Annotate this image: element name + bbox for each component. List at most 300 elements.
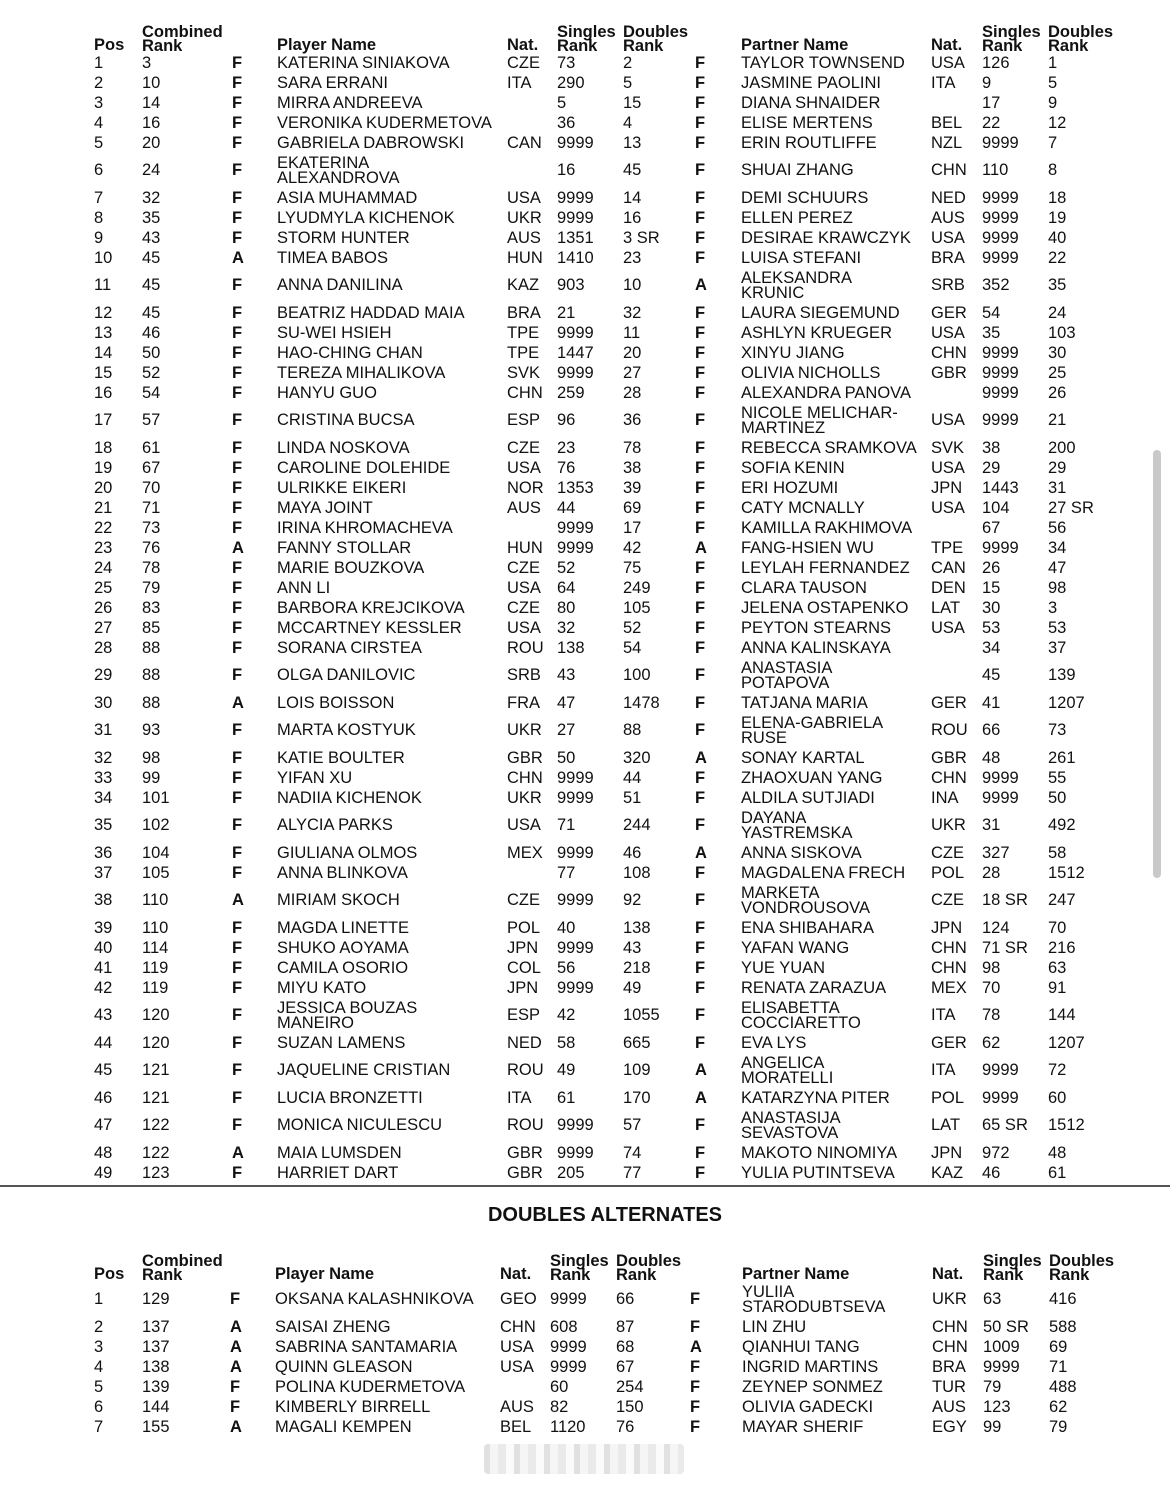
player-nat-cell: USA <box>507 458 541 477</box>
combined-rank-cell: 98 <box>142 748 161 767</box>
player-name-cell <box>277 1143 507 1163</box>
partner-nat-cell: CHN <box>931 161 967 180</box>
header-player-name: Player Name <box>275 1264 375 1283</box>
table-row <box>94 1033 1113 1053</box>
player-nat-cell: AUS <box>507 498 541 517</box>
player-status-cell: A <box>230 1417 242 1436</box>
doubles-rank-cell: 76 <box>616 1417 635 1436</box>
player-nat-cell: JPN <box>507 978 539 997</box>
singles-rank-cell: 44 <box>557 498 576 517</box>
combined-rank-cell: 138 <box>142 1357 170 1376</box>
player-status-cell: F <box>232 228 243 247</box>
player-status-cell: F <box>232 788 243 807</box>
name-line: YULIIA <box>742 1283 795 1302</box>
table-row <box>94 113 1113 133</box>
player-nat-cell: SRB <box>507 666 541 685</box>
header-singles-rank: Singles Rank <box>557 22 616 55</box>
doubles-rank-cell: 244 <box>623 816 651 835</box>
name-line: LAURA SIEGEMUND <box>741 303 900 322</box>
partner-name-cell <box>741 713 931 748</box>
player-name-cell <box>277 403 507 438</box>
partner-doubles-rank-cell: 55 <box>1048 768 1067 787</box>
player-status-cell: F <box>230 1290 241 1309</box>
header-partner-nat: Nat. <box>931 35 963 54</box>
name-line: SU-WEI HSIEH <box>277 323 392 342</box>
singles-rank-cell: 259 <box>557 383 585 402</box>
partner-singles-rank-cell: 46 <box>982 1163 1001 1182</box>
name-line: ANASTASIA <box>741 659 833 678</box>
player-nat-cell: AUS <box>500 1397 534 1416</box>
player-nat-cell <box>507 93 557 113</box>
player-name-cell <box>275 1377 500 1397</box>
partner-doubles-rank-cell: 58 <box>1048 843 1067 862</box>
player-nat-cell: USA <box>507 816 541 835</box>
combined-rank-cell: 101 <box>142 788 170 807</box>
player-status-cell: A <box>232 1143 244 1162</box>
partner-doubles-rank-cell: 31 <box>1048 478 1067 497</box>
partner-name-cell <box>741 363 931 383</box>
partner-status-cell: F <box>695 816 706 835</box>
combined-rank-cell: 10 <box>142 73 161 92</box>
partner-doubles-rank-cell: 37 <box>1048 638 1067 657</box>
player-status-cell: A <box>232 891 244 910</box>
partner-status-cell: F <box>695 558 706 577</box>
player-status-cell: F <box>232 1033 243 1052</box>
table-row <box>94 768 1113 788</box>
table-row <box>94 618 1113 638</box>
name-line: VERONIKA KUDERMETOVA <box>277 113 492 132</box>
partner-name-cell <box>741 458 931 478</box>
partner-name-cell <box>741 693 931 713</box>
partner-singles-rank-cell: 26 <box>982 558 1001 577</box>
table-row <box>94 188 1113 208</box>
player-name-cell <box>275 1317 500 1337</box>
partner-name-cell <box>741 748 931 768</box>
name-line: OLIVIA NICHOLLS <box>741 363 881 382</box>
doubles-rank-cell: 52 <box>623 618 642 637</box>
partner-nat-cell: DEN <box>931 578 966 597</box>
partner-status-cell: F <box>695 638 706 657</box>
pos-cell: 44 <box>94 1033 113 1052</box>
player-name-cell <box>277 638 507 658</box>
partner-nat-cell: CHN <box>931 343 967 362</box>
combined-rank-cell: 73 <box>142 518 161 537</box>
table-row <box>94 788 1113 808</box>
doubles-rank-cell: 43 <box>623 938 642 957</box>
pos-cell: 18 <box>94 438 113 457</box>
name-line: EVA LYS <box>741 1033 807 1052</box>
table-row <box>94 1417 1114 1437</box>
player-name-cell <box>275 1357 500 1377</box>
partner-name-cell <box>741 918 931 938</box>
partner-name-cell <box>741 768 931 788</box>
player-name-cell <box>277 748 507 768</box>
player-status-cell: F <box>232 133 243 152</box>
name-line: OLIVIA GADECKI <box>742 1397 874 1416</box>
partner-doubles-rank-cell: 79 <box>1049 1417 1068 1436</box>
pos-cell: 48 <box>94 1143 113 1162</box>
partner-name-cell <box>741 788 931 808</box>
name-line: MAYA JOINT <box>277 498 373 517</box>
partner-doubles-rank-cell: 47 <box>1048 558 1067 577</box>
name-line: MARIE BOUZKOVA <box>277 558 425 577</box>
table-row <box>94 938 1113 958</box>
name-line: RENATA ZARAZUA <box>741 978 887 997</box>
partner-nat-cell: GER <box>931 693 967 712</box>
name-line: ANNA DANILINA <box>277 276 403 295</box>
partner-status-cell: A <box>695 843 707 862</box>
pos-cell: 4 <box>94 113 104 132</box>
player-name-cell <box>277 323 507 343</box>
alternates-table-body <box>94 1282 1114 1437</box>
partner-singles-rank-cell: 65 SR <box>982 1116 1028 1135</box>
partner-name-cell <box>741 478 931 498</box>
name-line: ASIA MUHAMMAD <box>277 188 418 207</box>
blurred-watermark <box>484 1444 684 1474</box>
doubles-rank-cell: 69 <box>623 498 642 517</box>
name-line: XINYU JIANG <box>741 343 845 362</box>
header-partner-singles-rank: Singles Rank <box>983 1251 1042 1284</box>
name-line: SHUAI ZHANG <box>741 161 854 180</box>
pos-cell: 49 <box>94 1163 113 1182</box>
name-line: JELENA OSTAPENKO <box>741 598 909 617</box>
partner-doubles-rank-cell: 1207 <box>1048 693 1085 712</box>
pos-cell: 7 <box>94 1417 104 1436</box>
player-name-cell <box>277 1033 507 1053</box>
player-name-cell <box>275 1397 500 1417</box>
singles-rank-cell: 9999 <box>557 891 594 910</box>
pos-cell: 4 <box>94 1357 104 1376</box>
singles-rank-cell: 9999 <box>550 1337 587 1356</box>
partner-doubles-rank-cell: 139 <box>1048 666 1076 685</box>
table-row <box>94 498 1113 518</box>
partner-status-cell: F <box>695 958 706 977</box>
singles-rank-cell: 9999 <box>557 518 594 537</box>
player-name-cell <box>277 73 507 93</box>
singles-rank-cell: 5 <box>557 93 567 112</box>
name-line: ENA SHIBAHARA <box>741 918 874 937</box>
doubles-rank-cell: 57 <box>623 1116 642 1135</box>
singles-rank-cell: 9999 <box>557 1143 594 1162</box>
doubles-rank-cell: 218 <box>623 958 651 977</box>
player-nat-cell: CZE <box>507 438 540 457</box>
combined-rank-cell: 43 <box>142 228 161 247</box>
table-row <box>94 843 1113 863</box>
player-status-cell: F <box>232 161 243 180</box>
partner-name-cell <box>741 403 931 438</box>
partner-nat-cell: USA <box>931 411 965 430</box>
singles-rank-cell: 1351 <box>557 228 594 247</box>
partner-doubles-rank-cell: 1 <box>1048 53 1058 72</box>
partner-nat-cell: NED <box>931 188 966 207</box>
partner-nat-cell: UKR <box>932 1290 967 1309</box>
partner-doubles-rank-cell: 3 <box>1048 598 1058 617</box>
partner-singles-rank-cell: 35 <box>982 323 1001 342</box>
header-nat: Nat. <box>507 35 539 54</box>
partner-status-cell: F <box>695 383 706 402</box>
player-nat-cell: KAZ <box>507 276 540 295</box>
player-nat-cell: ESP <box>507 411 541 430</box>
doubles-rank-cell: 27 <box>623 363 642 382</box>
name-line: TAYLOR TOWNSEND <box>741 53 905 72</box>
player-status-cell: F <box>232 303 243 322</box>
player-name-cell <box>277 918 507 938</box>
partner-name-cell <box>741 383 931 403</box>
name-line: ANN LI <box>277 578 331 597</box>
combined-rank-cell: 129 <box>142 1290 170 1309</box>
combined-rank-cell: 52 <box>142 363 161 382</box>
partner-nat-cell: AUS <box>931 208 965 227</box>
partner-doubles-rank-cell: 61 <box>1048 1163 1067 1182</box>
pos-cell: 40 <box>94 938 113 957</box>
player-status-cell: F <box>232 113 243 132</box>
player-nat-cell: UKR <box>507 721 542 740</box>
combined-rank-cell: 119 <box>142 978 169 997</box>
table-row <box>94 538 1113 558</box>
player-nat-cell: CZE <box>507 598 540 617</box>
table-row <box>94 228 1113 248</box>
singles-rank-cell: 9999 <box>557 188 594 207</box>
table-row <box>94 383 1113 403</box>
name-line: EKATERINA <box>277 154 370 173</box>
partner-doubles-rank-cell: 261 <box>1048 748 1076 767</box>
partner-status-cell: F <box>695 598 706 617</box>
singles-rank-cell: 56 <box>557 958 576 977</box>
name-line: KRUNIC <box>741 283 805 302</box>
combined-rank-cell: 45 <box>142 303 161 322</box>
partner-name-cell <box>741 863 931 883</box>
doubles-rank-cell: 75 <box>623 558 642 577</box>
table-row <box>94 343 1113 363</box>
player-status-cell: F <box>232 721 243 740</box>
partner-nat-cell: TPE <box>931 538 964 557</box>
partner-status-cell: F <box>695 208 706 227</box>
partner-status-cell: F <box>695 918 706 937</box>
partner-name-cell <box>741 558 931 578</box>
name-line: SUZAN LAMENS <box>277 1033 406 1052</box>
table-row <box>94 133 1113 153</box>
pos-cell: 5 <box>94 1377 104 1396</box>
singles-rank-cell: 82 <box>550 1397 569 1416</box>
combined-rank-cell: 85 <box>142 618 161 637</box>
partner-singles-rank-cell: 9999 <box>982 768 1019 787</box>
partner-doubles-rank-cell: 216 <box>1048 938 1076 957</box>
player-nat-cell: UKR <box>507 788 542 807</box>
table-row <box>94 478 1113 498</box>
partner-nat-cell: UKR <box>931 816 966 835</box>
name-line: ANNA KALINSKAYA <box>741 638 891 657</box>
name-line: SABRINA SANTAMARIA <box>275 1337 458 1356</box>
partner-nat-cell: USA <box>931 323 965 342</box>
table-row <box>94 578 1113 598</box>
singles-rank-cell: 52 <box>557 558 576 577</box>
header-pos: Pos <box>94 1264 125 1283</box>
pos-cell: 10 <box>94 248 113 267</box>
player-status-cell: F <box>232 498 243 517</box>
singles-rank-cell: 9999 <box>557 938 594 957</box>
partner-doubles-rank-cell: 98 <box>1048 578 1067 597</box>
partner-nat-cell: CHN <box>931 958 967 977</box>
partner-name-cell <box>741 248 931 268</box>
name-line: CRISTINA BUCSA <box>277 411 415 430</box>
partner-doubles-rank-cell: 30 <box>1048 343 1067 362</box>
partner-nat-cell: USA <box>931 618 965 637</box>
name-line: IRINA KHROMACHEVA <box>277 518 453 537</box>
partner-doubles-rank-cell: 9 <box>1048 93 1058 112</box>
player-status-cell: F <box>232 1088 243 1107</box>
partner-status-cell: F <box>690 1377 701 1396</box>
partner-nat-cell: BRA <box>931 248 965 267</box>
singles-rank-cell: 290 <box>557 73 585 92</box>
scrollbar-thumb[interactable] <box>1153 450 1161 878</box>
pos-cell: 35 <box>94 816 113 835</box>
partner-name-cell <box>741 133 931 153</box>
partner-singles-rank-cell: 1009 <box>983 1337 1020 1356</box>
combined-rank-cell: 61 <box>142 438 161 457</box>
partner-name-cell <box>742 1337 932 1357</box>
name-line: LYUDMYLA KICHENOK <box>277 208 455 227</box>
partner-status-cell: F <box>695 891 706 910</box>
partner-status-cell: F <box>695 248 706 267</box>
pos-cell: 24 <box>94 558 113 577</box>
name-line: NICOLE MELICHAR- <box>741 404 898 423</box>
partner-doubles-rank-cell: 488 <box>1049 1377 1077 1396</box>
name-line: ANGELICA <box>741 1054 825 1073</box>
doubles-rank-cell: 4 <box>623 113 633 132</box>
pos-cell: 5 <box>94 133 104 152</box>
player-name-cell <box>277 958 507 978</box>
pos-cell: 12 <box>94 303 113 322</box>
partner-name-cell <box>741 618 931 638</box>
table-row <box>94 73 1113 93</box>
player-nat-cell: USA <box>507 578 541 597</box>
partner-name-cell <box>741 598 931 618</box>
doubles-rank-cell: 13 <box>623 133 642 152</box>
player-name-cell <box>277 658 507 693</box>
player-status-cell: F <box>232 53 243 72</box>
partner-name-cell <box>741 978 931 998</box>
partner-doubles-rank-cell: 26 <box>1048 383 1067 402</box>
table-row <box>94 958 1113 978</box>
partner-nat-cell: ITA <box>931 1006 956 1025</box>
partner-status-cell: F <box>695 1143 706 1162</box>
partner-doubles-rank-cell: 35 <box>1048 276 1067 295</box>
partner-name-cell <box>741 268 931 303</box>
player-name-cell <box>277 808 507 843</box>
partner-status-cell: A <box>695 748 707 767</box>
singles-rank-cell: 9999 <box>557 978 594 997</box>
partner-singles-rank-cell: 22 <box>982 113 1001 132</box>
singles-rank-cell: 61 <box>557 1088 576 1107</box>
name-line: ANASTASIJA <box>741 1109 841 1128</box>
header-player-name: Player Name <box>277 35 377 54</box>
player-name-cell <box>277 498 507 518</box>
player-name-cell <box>277 343 507 363</box>
combined-rank-cell: 16 <box>142 113 161 132</box>
table-row <box>94 658 1113 693</box>
singles-rank-cell: 76 <box>557 458 576 477</box>
partner-singles-rank-cell: 30 <box>982 598 1001 617</box>
partner-status-cell: F <box>695 363 706 382</box>
table-row <box>94 1377 1114 1397</box>
name-line: REBECCA SRAMKOVA <box>741 438 917 457</box>
header-partner-name: Partner Name <box>742 1264 850 1283</box>
doubles-rank-cell: 105 <box>623 598 651 617</box>
doubles-rank-cell: 665 <box>623 1033 651 1052</box>
table-header <box>94 18 1113 53</box>
player-name-cell <box>277 303 507 323</box>
partner-name-cell <box>741 1033 931 1053</box>
partner-doubles-rank-cell: 48 <box>1048 1143 1067 1162</box>
combined-rank-cell: 88 <box>142 666 161 685</box>
player-name-cell <box>275 1337 500 1357</box>
partner-name-cell <box>741 53 931 73</box>
singles-rank-cell: 205 <box>557 1163 585 1182</box>
partner-singles-rank-cell: 9999 <box>982 1088 1019 1107</box>
table-row <box>94 598 1113 618</box>
singles-rank-cell: 903 <box>557 276 585 295</box>
player-nat-cell: GBR <box>507 1163 543 1182</box>
partner-status-cell: F <box>695 53 706 72</box>
name-line: MIYU KATO <box>277 978 367 997</box>
pos-cell: 8 <box>94 208 104 227</box>
table-row <box>94 363 1113 383</box>
combined-rank-cell: 139 <box>142 1377 170 1396</box>
pos-cell: 20 <box>94 478 113 497</box>
name-line: MAYAR SHERIF <box>742 1417 864 1436</box>
partner-singles-rank-cell: 78 <box>982 1006 1001 1025</box>
player-name-cell <box>277 713 507 748</box>
singles-rank-cell: 138 <box>557 638 585 657</box>
doubles-alternates-table <box>94 1247 1114 1437</box>
partner-doubles-rank-cell: 492 <box>1048 816 1076 835</box>
partner-singles-rank-cell: 972 <box>982 1143 1010 1162</box>
partner-nat-cell: GER <box>931 1033 967 1052</box>
partner-singles-rank-cell: 126 <box>982 53 1010 72</box>
player-status-cell: A <box>230 1317 242 1336</box>
partner-doubles-rank-cell: 63 <box>1048 958 1067 977</box>
partner-status-cell: F <box>695 618 706 637</box>
partner-nat-cell: JPN <box>931 918 963 937</box>
table-row <box>94 1282 1114 1317</box>
player-nat-cell: ITA <box>507 73 532 92</box>
partner-nat-cell: BRA <box>932 1357 966 1376</box>
combined-rank-cell: 114 <box>142 938 169 957</box>
doubles-rank-cell: 138 <box>623 918 651 937</box>
pos-cell: 11 <box>94 276 112 295</box>
partner-nat-cell: KAZ <box>931 1163 964 1182</box>
singles-rank-cell: 80 <box>557 598 576 617</box>
partner-singles-rank-cell: 62 <box>982 1033 1001 1052</box>
table-row <box>94 998 1113 1033</box>
player-name-cell <box>277 1108 507 1143</box>
name-line: STORM HUNTER <box>277 228 410 247</box>
partner-doubles-rank-cell: 34 <box>1048 538 1067 557</box>
partner-doubles-rank-cell: 27 SR <box>1048 498 1094 517</box>
player-name-cell <box>277 978 507 998</box>
pos-cell: 7 <box>94 188 104 207</box>
name-line: ELISE MERTENS <box>741 113 873 132</box>
player-name-cell <box>277 518 507 538</box>
pos-cell: 3 <box>94 93 104 112</box>
player-nat-cell: TPE <box>507 343 540 362</box>
table-row <box>94 918 1113 938</box>
header-nat: Nat. <box>500 1264 532 1283</box>
doubles-rank-cell: 46 <box>623 843 642 862</box>
partner-nat-cell: CHN <box>932 1317 968 1336</box>
pos-cell: 34 <box>94 788 113 807</box>
player-status-cell: A <box>232 538 244 557</box>
